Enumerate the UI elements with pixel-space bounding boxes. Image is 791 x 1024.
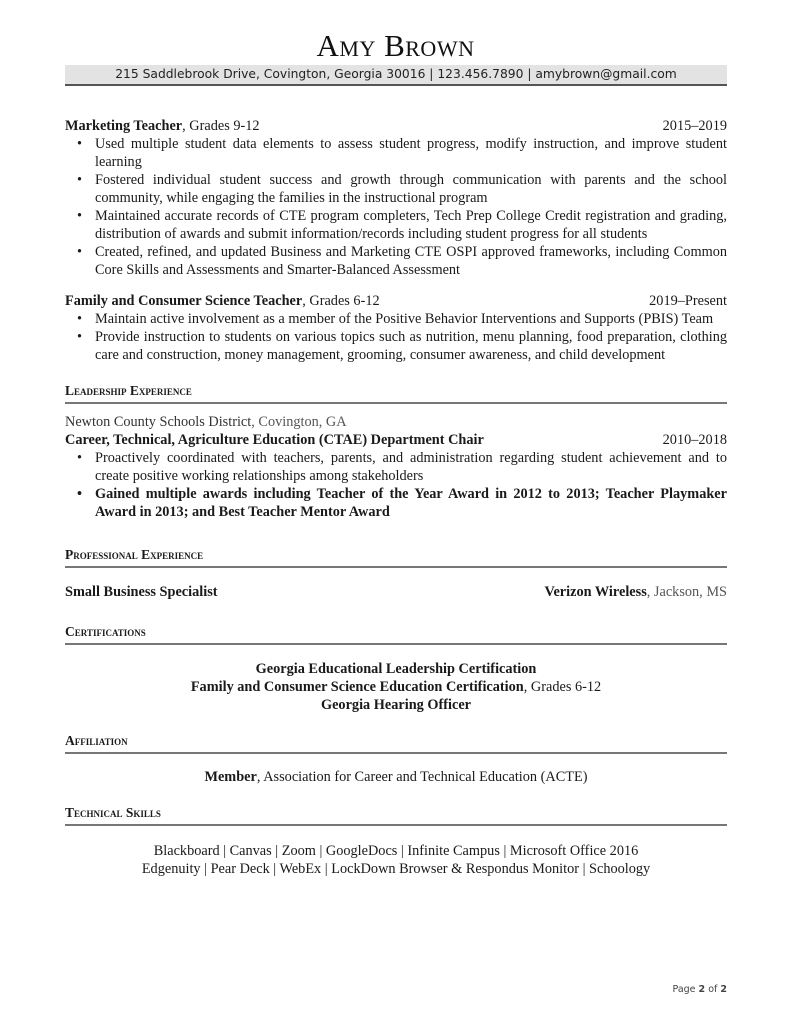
page-label: Page — [672, 984, 699, 995]
bullet: • Proactively coordinated with teachers, parents, and administration regarding student achievement and to create positive working relationships among stakeholders — [95, 449, 727, 485]
bullet: • Maintain active involvement as a member of the Positive Behavior Interventions and Supports (PBIS) Team — [95, 310, 727, 328]
job-title: Small Business Specialist — [65, 584, 218, 600]
company: Verizon Wireless — [544, 584, 647, 600]
leadership-section — [65, 382, 727, 521]
job-dates: 2019–Present — [649, 293, 727, 309]
job-marketing-teacher — [65, 117, 727, 279]
company-location: , Jackson, MS — [646, 584, 727, 600]
job-title: Career, Technical, Agriculture Education (CTAE) Department Chair — [65, 432, 484, 448]
skills-line: Edgenuity | Pear Deck | WebEx | LockDown Browser & Respondus Monitor | Schoology — [141, 861, 651, 877]
certification-detail: , Grades 6-12 — [523, 679, 602, 695]
org-location: , Covington, GA — [251, 414, 347, 430]
bullet: • Provide instruction to students on various topics such as nutrition, menu planning, food preparation, clothing care and construction, money management, grooming, consumer awareness, and child development — [95, 328, 727, 364]
certifications-section — [65, 623, 727, 714]
affiliation-role: Member — [204, 769, 257, 785]
page-number — [673, 984, 727, 995]
bullet: • Created, refined, and updated Business and Marketing CTE OSPI approved frameworks, including Common Core Skills and Assessments and Smarter-Balanced Assessment — [95, 243, 727, 279]
bullet: • Maintained accurate records of CTE program completers, Tech Prep College Credit registration and grading, distribution of awards and submit information/records including student progress for all students — [95, 207, 727, 243]
section-heading: Leadership Experience — [65, 382, 727, 404]
job-fcs-teacher — [65, 292, 727, 364]
org-name: Newton County Schools District — [65, 414, 252, 430]
page-current: 2 — [698, 984, 706, 995]
job-title: Family and Consumer Science Teacher — [65, 293, 303, 309]
certification: Georgia Educational Leadership Certification — [255, 661, 537, 677]
skills-section — [65, 804, 727, 878]
job-detail: , Grades 9-12 — [182, 118, 260, 134]
candidate-name: Amy Brown — [316, 28, 475, 63]
bullet: • Used multiple student data elements to assess student progress, modify instruction, and improve student learning — [95, 135, 727, 171]
contact-bar: 215 Saddlebrook Drive, Covington, Georgia 30016 | 123.456.7890 | amybrown@gmail.com — [65, 65, 727, 86]
affiliation-section — [65, 732, 727, 786]
page-total: 2 — [720, 984, 727, 995]
section-heading: Affiliation — [65, 732, 727, 754]
bullet: • Fostered individual student success and growth through communication with parents and the school community, while engaging the families in the instructional program — [95, 171, 727, 207]
certification: Georgia Hearing Officer — [320, 697, 472, 713]
job-detail: , Grades 6-12 — [302, 293, 380, 309]
professional-section — [65, 546, 727, 601]
affiliation-org: , Association for Career and Technical Education (ACTE) — [256, 769, 588, 785]
bullet-awards: • Gained multiple awards including Teacher of the Year Award in 2012 to 2013; Teacher Playmaker Award in 2013; and Best Teacher Mentor Award — [95, 485, 727, 521]
job-dates: 2015–2019 — [662, 118, 727, 134]
job-dates: 2010–2018 — [662, 432, 727, 448]
section-heading: Professional Experience — [65, 546, 727, 568]
section-heading: Certifications — [65, 623, 727, 645]
page-of: of — [705, 984, 721, 995]
section-heading: Technical Skills — [65, 804, 727, 826]
job-title: Marketing Teacher — [65, 118, 183, 134]
skills-line: Blackboard | Canvas | Zoom | GoogleDocs | Infinite Campus | Microsoft Office 2016 — [153, 843, 639, 859]
certification: Family and Consumer Science Education Certification — [190, 679, 524, 695]
